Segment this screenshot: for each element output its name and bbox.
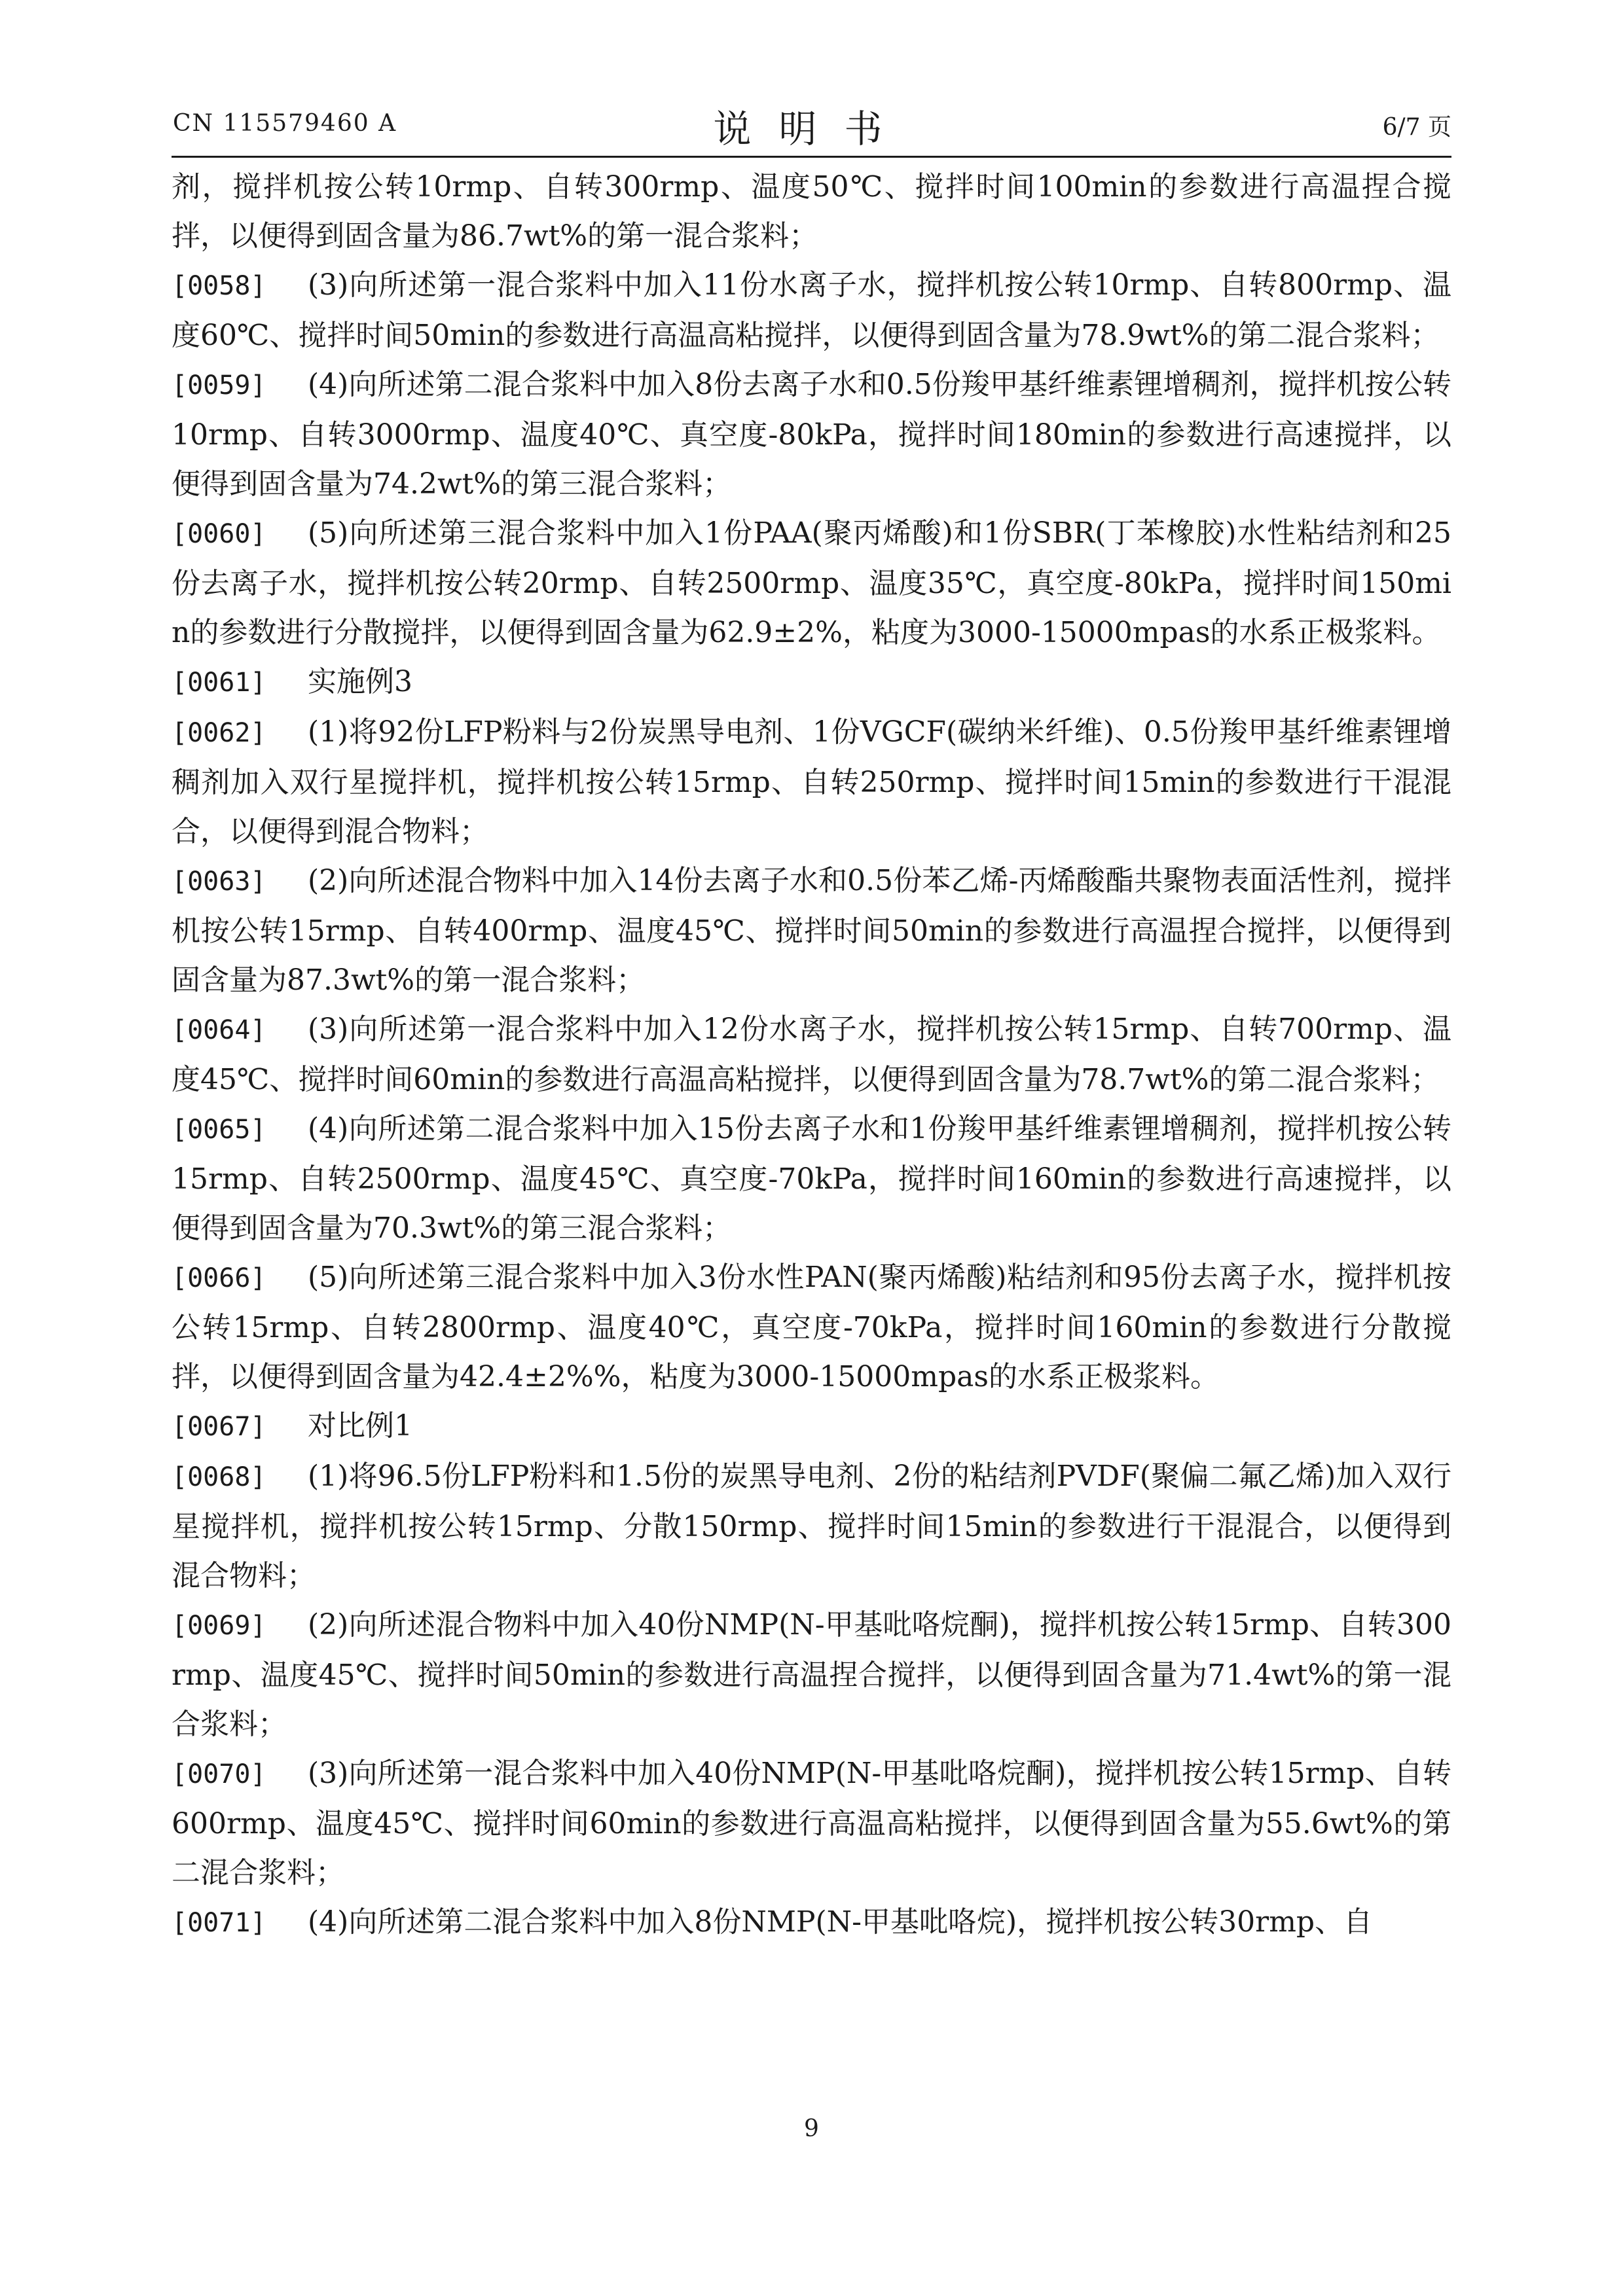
page-header <box>172 98 1451 151</box>
paragraph <box>172 1600 1451 1749</box>
paragraph-number: [0059] <box>172 370 266 401</box>
paragraph-number: [0064] <box>172 1015 266 1045</box>
paragraph <box>172 1749 1451 1897</box>
paragraph-number: [0060] <box>172 519 266 549</box>
paragraph-number: [0066] <box>172 1263 266 1293</box>
paragraph <box>172 1104 1451 1253</box>
paragraph-number: [0063] <box>172 867 266 897</box>
paragraph-number: [0071] <box>172 1908 266 1938</box>
paragraph-number: [0062] <box>172 718 266 748</box>
paragraph-text: (4)向所述第二混合浆料中加入8份NMP(N-甲基吡咯烷)，搅拌机按公转30rmp、自 <box>308 1905 1373 1939</box>
publication-number: CN 115579460 A <box>173 110 397 137</box>
paragraph-text: (2)向所述混合物料中加入40份NMP(N-甲基吡咯烷酮)，搅拌机按公转15rmp、自转300rmp、温度45℃、搅拌时间50min的参数进行高温捏合搅拌，以便得到固含量为71.4wt%的第一混合浆料； <box>172 1608 1451 1741</box>
paragraph-text: (1)将96.5份LFP粉料和1.5份的炭黑导电剂、2份的粘结剂PVDF(聚偏二氟乙烯)加入双行星搅拌机，搅拌机按公转15rmp、分散150rmp、搅拌时间15min的参数进行干混混合，以便得到混合物料； <box>172 1460 1451 1592</box>
paragraph-text: (5)向所述第三混合浆料中加入3份水性PAN(聚丙烯酸)粘结剂和95份去离子水，搅拌机按公转15rmp、自转2800rmp、温度40℃，真空度-70kPa，搅拌时间160min的参数进行分散搅拌，以便得到固含量为42.4±2%%，粘度为3000-15000mpas的水系正极浆料。 <box>172 1261 1451 1393</box>
paragraph-number: [0068] <box>172 1462 266 1492</box>
paragraph <box>172 360 1451 509</box>
paragraph <box>172 1897 1451 1948</box>
paragraph-number: [0067] <box>172 1412 266 1442</box>
paragraph-text: (2)向所述混合物料中加入14份去离子水和0.5份苯乙烯-丙烯酸酯共聚物表面活性剂，搅拌机按公转15rmp、自转400rmp、温度45℃、搅拌时间50min的参数进行高温捏合搅拌，以便得到固含量为87.3wt%的第一混合浆料； <box>172 864 1451 997</box>
paragraph-text: (1)将92份LFP粉料与2份炭黑导电剂、1份VGCF(碳纳米纤维)、0.5份羧甲基纤维素锂增稠剂加入双行星搅拌机，搅拌机按公转15rmp、自转250rmp、搅拌时间15min的参数进行干混混合，以便得到混合物料； <box>172 715 1451 848</box>
paragraph-text: (3)向所述第一混合浆料中加入40份NMP(N-甲基吡咯烷酮)，搅拌机按公转15rmp、自转600rmp、温度45℃、搅拌时间60min的参数进行高温高粘搅拌，以便得到固含量为55.6wt%的第二混合浆料； <box>172 1757 1451 1890</box>
paragraph-text: 剂，搅拌机按公转10rmp、自转300rmp、温度50℃、搅拌时间100min的参数进行高温捏合搅拌，以便得到固含量为86.7wt%的第一混合浆料； <box>172 170 1451 253</box>
paragraph <box>172 708 1451 856</box>
page-number: 9 <box>804 2115 819 2142</box>
paragraph-text: (4)向所述第二混合浆料中加入8份去离子水和0.5份羧甲基纤维素锂增稠剂，搅拌机按公转10rmp、自转3000rmp、温度40℃、真空度-80kPa，搅拌时间180min的参数进行高速搅拌，以便得到固含量为74.2wt%的第三混合浆料； <box>172 368 1451 501</box>
paragraph-text: (3)向所述第一混合浆料中加入12份水离子水，搅拌机按公转15rmp、自转700rmp、温度45℃、搅拌时间60min的参数进行高温高粘搅拌，以便得到固含量为78.7wt%的第二混合浆料； <box>172 1013 1451 1096</box>
paragraph <box>172 1253 1451 1401</box>
paragraph-number: [0058] <box>172 271 266 301</box>
document-title: 说明书 <box>713 107 910 151</box>
heading-text: 实施例3 <box>308 665 412 698</box>
document-body <box>172 162 1451 1948</box>
paragraph <box>172 1005 1451 1104</box>
paragraph-number: [0070] <box>172 1759 266 1789</box>
paragraph-number: [0061] <box>172 668 266 698</box>
paragraph-text: (4)向所述第二混合浆料中加入15份去离子水和1份羧甲基纤维素锂增稠剂，搅拌机按公转15rmp、自转2500rmp、温度45℃、真空度-70kPa，搅拌时间160min的参数进行高速搅拌，以便得到固含量为70.3wt%的第三混合浆料； <box>172 1112 1451 1245</box>
paragraph <box>172 856 1451 1005</box>
paragraph-number: [0069] <box>172 1611 266 1641</box>
paragraph <box>172 260 1451 360</box>
paragraph <box>172 1452 1451 1600</box>
header-rule <box>172 156 1451 158</box>
paragraph-text: (5)向所述第三混合浆料中加入1份PAA(聚丙烯酸)和1份SBR(丁苯橡胶)水性粘结剂和25份去离子水，搅拌机按公转20rmp、自转2500rmp、温度35℃，真空度-80kPa，搅拌时间150min的参数进行分散搅拌，以便得到固含量为62.9±2%，粘度为3000-15000mpas的水系正极浆料。 <box>172 516 1451 649</box>
paragraph <box>172 509 1451 657</box>
section-heading <box>172 1401 1451 1452</box>
paragraph-text: (3)向所述第一混合浆料中加入11份水离子水，搅拌机按公转10rmp、自转800rmp、温度60℃、搅拌时间50min的参数进行高温高粘搅拌，以便得到固含量为78.9wt%的第二混合浆料； <box>172 268 1451 352</box>
heading-text: 对比例1 <box>308 1409 412 1443</box>
page-indicator: 6/7 页 <box>1382 114 1451 141</box>
paragraph-number: [0065] <box>172 1115 266 1145</box>
section-heading <box>172 657 1451 708</box>
paragraph-continued <box>172 162 1451 260</box>
